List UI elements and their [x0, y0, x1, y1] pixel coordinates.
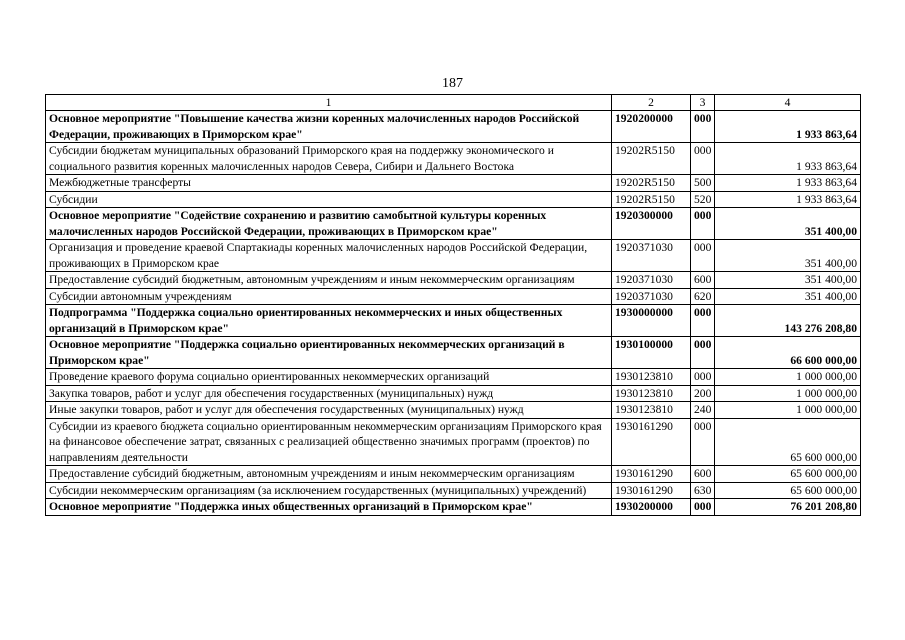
column-header-4: 4 [715, 95, 861, 111]
row-code-cell: 19202R5150 [612, 191, 691, 208]
row-amount-cell: 351 400,00 [715, 208, 861, 240]
row-name-cell: Межбюджетные трансферты [46, 175, 612, 192]
row-amount-cell: 351 400,00 [715, 272, 861, 289]
table-row [46, 466, 861, 483]
row-type-cell: 000 [691, 208, 715, 240]
row-type-cell: 000 [691, 499, 715, 516]
row-amount-cell: 1 933 863,64 [715, 175, 861, 192]
row-type-cell: 000 [691, 305, 715, 337]
row-amount-cell: 65 600 000,00 [715, 418, 861, 466]
row-amount-cell: 66 600 000,00 [715, 337, 861, 369]
table-row [46, 418, 861, 466]
row-code-cell: 1930000000 [612, 305, 691, 337]
row-code-cell: 1930161290 [612, 418, 691, 466]
budget-table-body [46, 95, 861, 516]
column-header-3: 3 [691, 95, 715, 111]
budget-table [45, 94, 861, 516]
row-type-cell: 600 [691, 466, 715, 483]
row-name-cell: Субсидии бюджетам муниципальных образований Приморского края на поддержку экономического и социального развития коренных малочисленных народов Севера, Сибири и Дальнего Востока [46, 143, 612, 175]
row-name-cell: Основное мероприятие "Поддержка иных общественных организаций в Приморском крае" [46, 499, 612, 516]
row-code-cell: 1930200000 [612, 499, 691, 516]
row-name-cell: Субсидии автономным учреждениям [46, 288, 612, 305]
row-code-cell: 1930161290 [612, 482, 691, 499]
row-name-cell: Основное мероприятие "Повышение качества жизни коренных малочисленных народов Российской Федерации, проживающих в Приморском крае" [46, 111, 612, 143]
table-header-row [46, 95, 861, 111]
row-amount-cell: 76 201 208,80 [715, 499, 861, 516]
row-amount-cell: 1 000 000,00 [715, 369, 861, 386]
row-type-cell: 600 [691, 272, 715, 289]
row-type-cell: 620 [691, 288, 715, 305]
row-code-cell: 1920200000 [612, 111, 691, 143]
row-amount-cell: 65 600 000,00 [715, 466, 861, 483]
row-amount-cell: 143 276 208,80 [715, 305, 861, 337]
row-code-cell: 19202R5150 [612, 175, 691, 192]
table-row [46, 337, 861, 369]
column-header-2: 2 [612, 95, 691, 111]
table-row [46, 305, 861, 337]
table-row [46, 175, 861, 192]
row-name-cell: Закупка товаров, работ и услуг для обеспечения государственных (муниципальных) нужд [46, 385, 612, 402]
row-type-cell: 520 [691, 191, 715, 208]
table-row [46, 240, 861, 272]
row-code-cell: 1930123810 [612, 369, 691, 386]
table-row [46, 499, 861, 516]
table-row [46, 402, 861, 419]
row-type-cell: 240 [691, 402, 715, 419]
row-name-cell: Субсидии из краевого бюджета социально ориентированным некоммерческим организациям Приморского края на финансовое обеспечение затрат, связанных с реализацией общественно значимых программ (проектов) по направлениям деятельности [46, 418, 612, 466]
row-type-cell: 000 [691, 418, 715, 466]
row-amount-cell: 1 933 863,64 [715, 143, 861, 175]
row-type-cell: 000 [691, 240, 715, 272]
table-row [46, 143, 861, 175]
row-amount-cell: 65 600 000,00 [715, 482, 861, 499]
page-number: 187 [442, 76, 463, 91]
row-code-cell: 1930100000 [612, 337, 691, 369]
row-code-cell: 1920371030 [612, 272, 691, 289]
row-type-cell: 000 [691, 111, 715, 143]
column-header-1: 1 [46, 95, 612, 111]
table-row [46, 288, 861, 305]
row-type-cell: 000 [691, 369, 715, 386]
table-row [46, 482, 861, 499]
row-code-cell: 1930123810 [612, 402, 691, 419]
table-row [46, 111, 861, 143]
table-row [46, 369, 861, 386]
row-code-cell: 1920371030 [612, 240, 691, 272]
row-type-cell: 630 [691, 482, 715, 499]
table-row [46, 272, 861, 289]
row-amount-cell: 1 933 863,64 [715, 111, 861, 143]
row-name-cell: Проведение краевого форума социально ориентированных некоммерческих организаций [46, 369, 612, 386]
table-row [46, 385, 861, 402]
row-name-cell: Основное мероприятие "Поддержка социально ориентированных некоммерческих организаций в Приморском крае" [46, 337, 612, 369]
row-amount-cell: 1 000 000,00 [715, 385, 861, 402]
row-type-cell: 000 [691, 337, 715, 369]
row-code-cell: 1920371030 [612, 288, 691, 305]
row-name-cell: Предоставление субсидий бюджетным, автономным учреждениям и иным некоммерческим организациям [46, 272, 612, 289]
row-code-cell: 1930123810 [612, 385, 691, 402]
row-name-cell: Субсидии [46, 191, 612, 208]
row-code-cell: 1930161290 [612, 466, 691, 483]
row-type-cell: 200 [691, 385, 715, 402]
row-amount-cell: 1 000 000,00 [715, 402, 861, 419]
row-name-cell: Организация и проведение краевой Спартакиады коренных малочисленных народов Российской Федерации, проживающих в Приморском крае [46, 240, 612, 272]
row-code-cell: 19202R5150 [612, 143, 691, 175]
row-amount-cell: 1 933 863,64 [715, 191, 861, 208]
row-name-cell: Подпрограмма "Поддержка социально ориентированных некоммерческих и иных общественных организаций в Приморском крае" [46, 305, 612, 337]
row-name-cell: Предоставление субсидий бюджетным, автономным учреждениям и иным некоммерческим организациям [46, 466, 612, 483]
row-amount-cell: 351 400,00 [715, 240, 861, 272]
row-name-cell: Субсидии некоммерческим организациям (за исключением государственных (муниципальных) учреждений) [46, 482, 612, 499]
row-name-cell: Основное мероприятие "Содействие сохранению и развитию самобытной культуры коренных малочисленных народов Российской Федерации, проживающих в Приморском крае" [46, 208, 612, 240]
table-row [46, 191, 861, 208]
row-name-cell: Иные закупки товаров, работ и услуг для обеспечения государственных (муниципальных) нужд [46, 402, 612, 419]
row-type-cell: 000 [691, 143, 715, 175]
table-row [46, 208, 861, 240]
row-amount-cell: 351 400,00 [715, 288, 861, 305]
row-type-cell: 500 [691, 175, 715, 192]
row-code-cell: 1920300000 [612, 208, 691, 240]
